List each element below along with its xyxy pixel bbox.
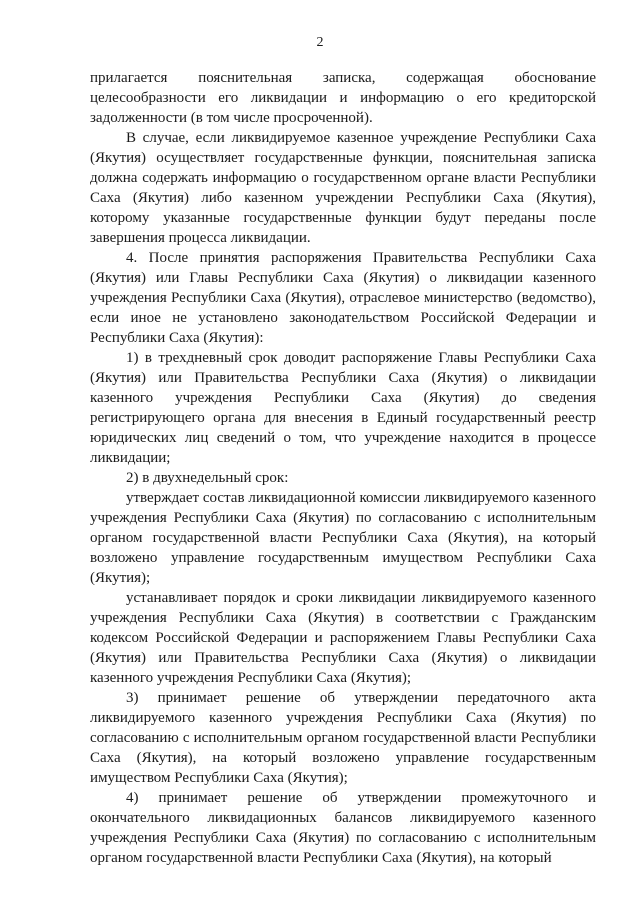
page-number: 2: [316, 35, 324, 50]
paragraph-commission: утверждает состав ликвидационной комиссии ликвидируемого казенного учреждения Республики Саха (Якутия) по согласованию с исполнительным органом государственной власти Республики Саха (Якутия), на который возложено управление государственным имуществом Республики Саха (Якутия);: [90, 490, 596, 586]
paragraph-subitem-2: 2) в двухнедельный срок:: [126, 470, 289, 486]
paragraph-continuation: прилагается пояснительная записка, содержащая обоснование целесообразности его ликвидации и информацию о его кредиторской задолженности (в том числе просроченной).: [90, 70, 596, 126]
paragraph-subitem-1: 1) в трехдневный срок доводит распоряжение Главы Республики Саха (Якутия) или Правительства Республики Саха (Якутия) о ликвидации казенного учреждения Республики Саха (Якутия) до сведения регистрирующего органа для внесения в Единый государственный реестр юридических лиц сведений о том, что учреждение находится в процессе ликвидации;: [90, 350, 596, 466]
paragraph-procedure: устанавливает порядок и сроки ликвидации ликвидируемого казенного учреждения Республики Саха (Якутия) в соответствии с Гражданским кодексом Российской Федерации и распоряжением Главы Республики Саха (Якутия) или Правительства Республики Саха (Якутия) о ликвидации казенного учреждения Республики Саха (Якутия);: [90, 590, 596, 686]
document-body: [90, 68, 596, 868]
paragraph-subitem-3: 3) принимает решение об утверждении передаточного акта ликвидируемого казенного учреждения Республики Саха (Якутия) по согласованию с исполнительным органом государственной власти Республики Саха (Якутия), на который возложено управление государственным имуществом Республики Саха (Якутия);: [90, 690, 596, 786]
paragraph-state-functions: В случае, если ликвидируемое казенное учреждение Республики Саха (Якутия) осуществляет государственные функции, пояснительная записка должна содержать информацию о государственном органе власти Республики Саха (Якутия) либо казенном учреждении Республики Саха (Якутия), которому указанные государственные функции будут переданы после завершения процесса ликвидации.: [90, 130, 596, 246]
paragraph-subitem-4: 4) принимает решение об утверждении промежуточного и окончательного ликвидационных балансов ликвидируемого казенного учреждения Республики Саха (Якутия) по согласованию с исполнительным органом государственной власти Республики Саха (Якутия), на который: [90, 790, 596, 866]
paragraph-item-4: 4. После принятия распоряжения Правительства Республики Саха (Якутия) или Главы Республики Саха (Якутия) о ликвидации казенного учреждения Республики Саха (Якутия), отраслевое министерство (ведомство), если иное не установлено законодательством Российской Федерации и Республики Саха (Якутия):: [90, 250, 596, 346]
